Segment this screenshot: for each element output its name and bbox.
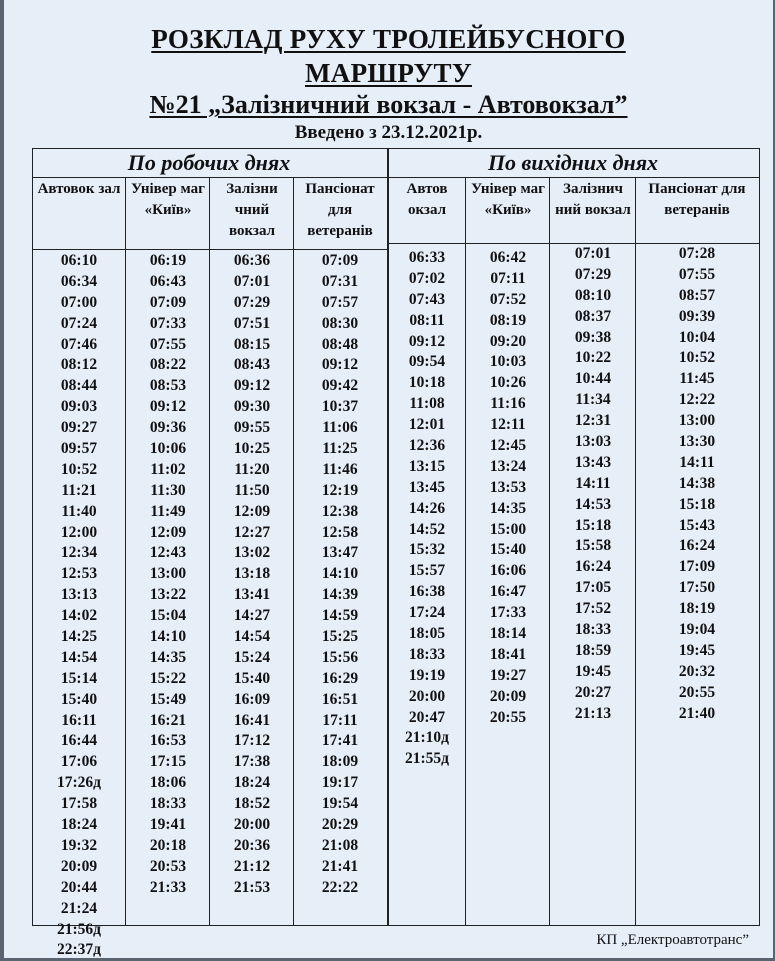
time-cell: 07:51 — [233, 314, 271, 332]
time-cell: 18:14 — [489, 625, 527, 643]
time-cell: 17:33 — [489, 604, 527, 622]
header-weekend-col3: Залізнич ний вокзал — [555, 181, 631, 218]
time-cell: 08:12 — [60, 356, 98, 374]
time-cell: 11:25 — [322, 440, 358, 458]
time-cell: 08:43 — [233, 356, 271, 374]
time-cell: 09:30 — [233, 398, 271, 416]
time-cell: 06:19 — [149, 252, 187, 269]
header-weekend-col1: Автов окзал — [406, 181, 448, 218]
time-cell: 18:59 — [574, 641, 612, 659]
schedule-sheet — [4, 0, 773, 958]
time-cell: 09:20 — [489, 332, 527, 350]
time-cell: 20:27 — [574, 683, 612, 701]
time-cell: 11:34 — [575, 391, 611, 409]
time-cell: 16:38 — [408, 583, 446, 601]
time-cell: 09:38 — [574, 328, 612, 346]
time-cell: 20:00 — [408, 687, 446, 705]
time-cell: 11:20 — [234, 460, 270, 478]
time-cell: 12:58 — [321, 523, 359, 541]
time-cell: 18:19 — [678, 600, 716, 618]
time-cell: 18:33 — [408, 645, 446, 663]
time-cell: 15:40 — [489, 541, 527, 559]
time-cell: 12:27 — [233, 523, 271, 541]
time-cell: 16:24 — [574, 558, 612, 576]
time-cell: 15:18 — [574, 516, 612, 534]
time-cell: 13:47 — [321, 544, 359, 562]
time-cell: 16:11 — [61, 711, 97, 729]
weekday-header-divider — [33, 249, 387, 250]
time-cell: 14:35 — [149, 648, 187, 666]
time-cell: 07:57 — [321, 293, 359, 311]
time-cell: 08:48 — [321, 335, 359, 353]
time-cell: 14:11 — [679, 453, 715, 471]
footer-org: КП „Електроавтотранс” — [596, 932, 749, 948]
time-cell: 17:26д — [56, 774, 101, 792]
time-cell: 10:44 — [574, 370, 612, 388]
time-cell: 14:02 — [60, 607, 98, 625]
time-cell: 19:04 — [678, 621, 716, 639]
time-cell: 07:29 — [233, 293, 271, 311]
time-cell: 21:40 — [678, 704, 716, 722]
time-cell: 08:53 — [149, 377, 187, 395]
time-cell: 13:53 — [489, 478, 527, 496]
time-cell: 11:40 — [61, 502, 97, 520]
time-cell: 14:10 — [149, 628, 187, 646]
time-cell: 13:02 — [233, 544, 271, 562]
time-cell: 08:44 — [60, 377, 98, 395]
time-cell: 16:21 — [149, 711, 187, 729]
time-cell: 07:11 — [490, 269, 526, 287]
time-cell: 07:00 — [60, 293, 98, 311]
time-cell: 08:22 — [149, 356, 187, 374]
time-cell: 15:40 — [233, 669, 271, 687]
time-cell: 18:41 — [489, 645, 527, 663]
time-cell: 18:06 — [149, 774, 187, 792]
time-cell: 18:24 — [233, 774, 271, 792]
time-cell: 09:36 — [149, 419, 187, 437]
time-cell: 12:38 — [321, 502, 359, 520]
time-cell: 20:32 — [678, 662, 716, 680]
time-cell: 20:00 — [233, 816, 271, 834]
time-cell: 09:42 — [321, 377, 359, 395]
time-cell: 13:03 — [574, 433, 612, 451]
time-cell: 11:21 — [61, 481, 97, 499]
header-weekend-col4: Пансіонат для ветеранів — [648, 181, 746, 218]
time-cell: 13:45 — [408, 478, 446, 496]
time-cell: 12:11 — [490, 416, 526, 434]
time-cell: 17:05 — [574, 579, 612, 597]
time-cell: 13:22 — [149, 586, 187, 604]
weekends-title: По вихідних днях — [487, 150, 659, 175]
time-cell: 17:58 — [60, 795, 98, 813]
time-cell: 19:45 — [574, 662, 612, 680]
time-cell: 12:01 — [408, 416, 446, 434]
time-cell: 09:55 — [233, 419, 271, 437]
time-cell: 07:52 — [489, 290, 527, 308]
time-cell: 10:03 — [489, 353, 527, 371]
time-cell: 14:53 — [574, 495, 612, 513]
time-cell: 19:27 — [489, 666, 527, 684]
time-cell: 11:49 — [150, 502, 186, 520]
column-divider — [465, 177, 466, 925]
time-cell: 08:30 — [321, 314, 359, 332]
time-cell: 12:34 — [60, 544, 98, 562]
time-cell: 06:10 — [60, 252, 98, 269]
time-cell: 08:19 — [489, 311, 527, 329]
time-cell: 12:43 — [149, 544, 187, 562]
time-cell: 10:04 — [678, 328, 716, 346]
time-cell: 21:12 — [233, 857, 271, 875]
time-cell: 19:17 — [321, 774, 359, 792]
time-cell: 18:33 — [574, 621, 612, 639]
time-cell: 06:34 — [60, 272, 98, 290]
time-cell: 14:38 — [678, 474, 716, 492]
time-cell: 19:19 — [408, 666, 446, 684]
time-cell: 10:18 — [408, 374, 446, 392]
title-line-1: РОЗКЛАД РУХУ ТРОЛЕЙБУСНОГО — [151, 24, 626, 54]
time-cell: 08:10 — [574, 286, 612, 304]
time-cell: 13:15 — [408, 457, 446, 475]
time-cell: 09:27 — [60, 419, 98, 437]
time-cell: 20:55 — [678, 683, 716, 701]
time-cell: 17:11 — [322, 711, 358, 729]
time-cell: 09:54 — [408, 353, 446, 371]
time-cell: 15:00 — [489, 520, 527, 538]
time-cell: 07:55 — [149, 335, 187, 353]
time-cell: 12:00 — [60, 523, 98, 541]
time-cell: 16:53 — [149, 732, 187, 750]
time-cell: 14:52 — [408, 520, 446, 538]
time-cell: 06:36 — [233, 252, 271, 269]
time-cell: 09:03 — [60, 398, 98, 416]
title-line-2: МАРШРУТУ — [305, 58, 472, 88]
time-cell: 17:38 — [233, 753, 271, 771]
time-cell: 13:24 — [489, 457, 527, 475]
time-cell: 07:46 — [60, 335, 98, 353]
time-cell: 08:11 — [409, 311, 445, 329]
time-cell: 20:09 — [489, 687, 527, 705]
time-cell: 07:09 — [149, 293, 187, 311]
time-cell: 15:18 — [678, 495, 716, 513]
center-divider — [387, 149, 389, 925]
header-weekday-col2: Універ маг «Київ» — [131, 181, 205, 218]
time-cell: 21:24 — [60, 899, 98, 917]
column-divider — [635, 177, 636, 925]
time-cell: 10:37 — [321, 398, 359, 416]
time-cell: 13:00 — [149, 565, 187, 583]
time-cell: 20:09 — [60, 857, 98, 875]
time-cell: 15:57 — [408, 562, 446, 580]
time-cell: 15:32 — [408, 541, 446, 559]
time-cell: 18:52 — [233, 795, 271, 813]
time-cell: 13:43 — [574, 453, 612, 471]
time-cell: 09:57 — [60, 440, 98, 458]
time-cell: 14:25 — [60, 628, 98, 646]
time-cell: 18:33 — [149, 795, 187, 813]
time-cell: 07:01 — [233, 272, 271, 290]
time-cell: 11:45 — [679, 370, 715, 388]
time-cell: 09:39 — [678, 307, 716, 325]
time-cell: 06:42 — [489, 249, 527, 266]
time-cell: 14:10 — [321, 565, 359, 583]
time-cell: 06:33 — [408, 249, 446, 266]
time-cell: 14:11 — [575, 474, 611, 492]
time-cell: 09:12 — [149, 398, 187, 416]
time-cell: 11:16 — [490, 395, 526, 413]
time-cell: 12:19 — [321, 481, 359, 499]
section-divider — [33, 177, 759, 178]
time-cell: 13:30 — [678, 433, 716, 451]
time-cell: 10:22 — [574, 349, 612, 367]
time-cell: 16:09 — [233, 690, 271, 708]
time-cell: 10:25 — [233, 440, 271, 458]
time-cell: 10:06 — [149, 440, 187, 458]
effective-date: Введено з 23.12.2021р. — [294, 122, 483, 143]
time-cell: 14:26 — [408, 499, 446, 517]
time-cell: 17:06 — [60, 753, 98, 771]
time-cell: 16:41 — [233, 711, 271, 729]
time-cell: 17:41 — [321, 732, 359, 750]
time-cell: 17:24 — [408, 604, 446, 622]
time-cell: 08:37 — [574, 307, 612, 325]
time-cell: 14:59 — [321, 607, 359, 625]
column-divider — [125, 177, 126, 925]
time-cell: 11:30 — [150, 481, 186, 499]
time-cell: 21:10д — [404, 729, 449, 747]
time-cell: 18:05 — [408, 625, 446, 643]
time-cell: 17:52 — [574, 600, 612, 618]
header-weekday-col1: Автовок зал — [37, 181, 121, 197]
time-cell: 12:22 — [678, 391, 716, 409]
time-cell: 22:37д — [56, 941, 101, 959]
time-cell: 21:55д — [404, 750, 449, 768]
time-cell: 22:22 — [321, 878, 359, 896]
time-cell: 16:06 — [489, 562, 527, 580]
time-cell: 07:43 — [408, 290, 446, 308]
time-cell: 12:09 — [233, 502, 271, 520]
time-cell: 09:12 — [408, 332, 446, 350]
time-cell: 07:01 — [574, 245, 612, 262]
column-divider — [209, 177, 210, 925]
time-cell: 17:50 — [678, 579, 716, 597]
weekday-col4-times — [295, 251, 385, 899]
time-cell: 20:18 — [149, 836, 187, 854]
time-cell: 15:04 — [149, 607, 187, 625]
time-cell: 12:45 — [489, 437, 527, 455]
time-cell: 07:29 — [574, 265, 612, 283]
time-cell: 11:02 — [150, 460, 186, 478]
time-cell: 09:12 — [321, 356, 359, 374]
time-cell: 20:53 — [149, 857, 187, 875]
time-cell: 07:02 — [408, 269, 446, 287]
time-cell: 11:08 — [409, 395, 445, 413]
time-cell: 21:08 — [321, 836, 359, 854]
column-divider — [293, 177, 294, 925]
time-cell: 12:53 — [60, 565, 98, 583]
weekday-col2-times — [129, 251, 207, 899]
header-weekend-col2: Універ маг «Київ» — [471, 181, 545, 218]
weekend-col1-times — [391, 248, 463, 770]
time-cell: 14:35 — [489, 499, 527, 517]
header-weekday-col3: Залізни чний вокзал — [226, 181, 278, 239]
weekend-col4-times — [637, 244, 757, 724]
time-cell: 12:09 — [149, 523, 187, 541]
time-cell: 06:43 — [149, 272, 187, 290]
time-cell: 16:24 — [678, 537, 716, 555]
time-cell: 14:54 — [233, 628, 271, 646]
time-cell: 10:26 — [489, 374, 527, 392]
time-cell: 08:57 — [678, 286, 716, 304]
time-cell: 20:55 — [489, 708, 527, 726]
time-cell: 21:53 — [233, 878, 271, 896]
time-cell: 16:29 — [321, 669, 359, 687]
time-cell: 12:36 — [408, 437, 446, 455]
time-cell: 20:36 — [233, 836, 271, 854]
weekend-col3-times — [553, 244, 633, 724]
time-cell: 19:41 — [149, 816, 187, 834]
time-cell: 13:13 — [60, 586, 98, 604]
time-cell: 16:44 — [60, 732, 98, 750]
time-cell: 15:49 — [149, 690, 187, 708]
time-cell: 12:31 — [574, 412, 612, 430]
time-cell: 21:41 — [321, 857, 359, 875]
time-cell: 17:12 — [233, 732, 271, 750]
time-cell: 15:14 — [60, 669, 98, 687]
time-cell: 07:09 — [321, 252, 359, 269]
time-cell: 19:54 — [321, 795, 359, 813]
time-cell: 07:28 — [678, 245, 716, 262]
time-cell: 17:09 — [678, 558, 716, 576]
time-cell: 18:09 — [321, 753, 359, 771]
time-cell: 19:32 — [60, 836, 98, 854]
time-cell: 10:52 — [60, 460, 98, 478]
time-cell: 17:15 — [149, 753, 187, 771]
time-cell: 20:29 — [321, 816, 359, 834]
time-cell: 07:55 — [678, 265, 716, 283]
time-cell: 15:25 — [321, 628, 359, 646]
time-cell: 15:40 — [60, 690, 98, 708]
time-cell: 11:06 — [322, 419, 358, 437]
time-cell: 15:43 — [678, 516, 716, 534]
weekday-col1-times — [35, 251, 123, 961]
time-cell: 14:27 — [233, 607, 271, 625]
time-cell: 15:24 — [233, 648, 271, 666]
time-cell: 09:12 — [233, 377, 271, 395]
time-cell: 15:56 — [321, 648, 359, 666]
weekdays-title: По робочих днях — [127, 150, 291, 175]
time-cell: 15:22 — [149, 669, 187, 687]
weekend-col2-times — [469, 248, 547, 728]
time-cell: 13:18 — [233, 565, 271, 583]
time-cell: 11:50 — [234, 481, 270, 499]
time-cell: 11:46 — [322, 460, 358, 478]
weekday-col3-times — [213, 251, 291, 899]
time-cell: 21:33 — [149, 878, 187, 896]
column-divider — [549, 177, 550, 925]
route-title: №21 „Залізничний вокзал - Автовокзал” — [149, 90, 628, 119]
time-cell: 14:54 — [60, 648, 98, 666]
time-cell: 21:13 — [574, 704, 612, 722]
time-cell: 07:33 — [149, 314, 187, 332]
time-cell: 18:24 — [60, 816, 98, 834]
time-cell: 21:56д — [56, 920, 101, 938]
time-cell: 13:00 — [678, 412, 716, 430]
time-cell: 08:15 — [233, 335, 271, 353]
time-cell: 07:24 — [60, 314, 98, 332]
time-cell: 20:47 — [408, 708, 446, 726]
time-cell: 15:58 — [574, 537, 612, 555]
time-cell: 16:51 — [321, 690, 359, 708]
time-cell: 13:41 — [233, 586, 271, 604]
header-weekday-col4: Пансіонат для ветеранів — [305, 181, 375, 239]
time-cell: 10:52 — [678, 349, 716, 367]
time-cell: 16:47 — [489, 583, 527, 601]
time-cell: 20:44 — [60, 878, 98, 896]
time-cell: 19:45 — [678, 641, 716, 659]
time-cell: 14:39 — [321, 586, 359, 604]
time-cell: 07:31 — [321, 272, 359, 290]
